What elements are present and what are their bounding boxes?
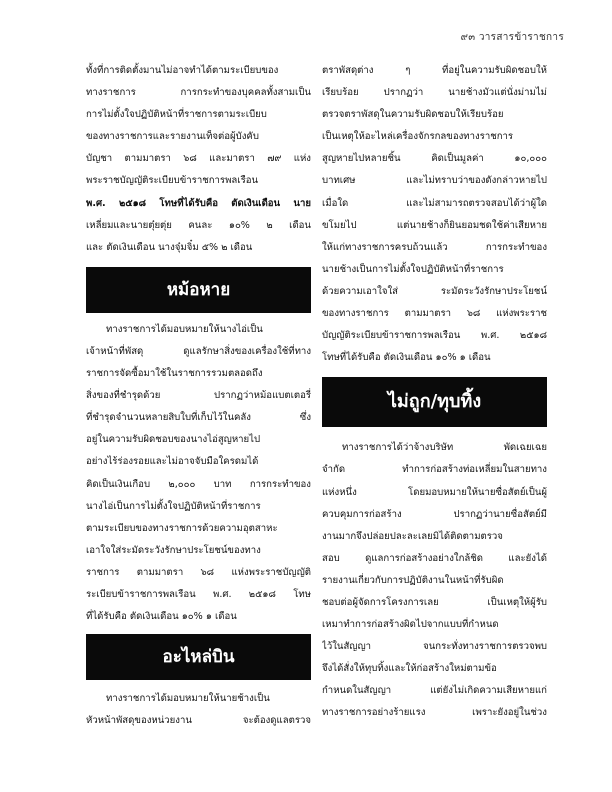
text-line: ที่ได้รับคือ ตัดเงินเดือน ๑๐% ๑ เดือน [86,611,237,623]
text-line: อยู่ในความรับผิดชอบของนางไอ่สูญหายไป [86,434,261,446]
running-header: ๙๓ วารสารข้าราชการ [460,32,564,43]
text-line: หัวหน้าพัสดุของหน่วยงาน จะต้องดูแลตรวจ [86,715,311,727]
text-line: ทั้งที่การติดตั้งมานไม่อาจทำได้ตามระเบียบของ [86,65,279,76]
right-paragraph-1 [322,60,547,369]
section-heading-label: หม้อหาย [166,279,231,300]
text-line: งานมากจึงปล่อยปละละเลยมิได้ติดตามตรวจ [322,530,503,542]
text-line: บาทเศษ และไม่ทราบว่าของดังกล่าวหายไป [322,175,547,187]
section-heading-flying-parts [86,634,311,680]
text-line: ทางราชการได้มอบหมายให้นางไอ่เป็น [106,323,263,335]
right-paragraph-2 [322,437,547,724]
text-line: ตามระเบียบของทางราชการด้วยความอุตสาหะ [86,522,278,534]
text-line: ชอบต่อผู้จัดการโครงการเลย เป็นเหตุให้ผู้รับ [322,596,547,608]
text-line: พระราชบัญญัติระเบียบข้าราชการพลเรือน [86,175,259,187]
left-paragraph-1 [86,60,311,259]
text-line: เรียบร้อย ปรากฏว่า นายช้างมัวแต่นั่งม่ามไม่ [322,87,547,99]
text-line: ด้วยความเอาใจใส่ ระมัดระวังรักษาประโยชน์ [322,285,547,297]
text-line: ตรวจตราพัสดุในความรับผิดชอบให้เรียบร้อย [322,109,504,121]
left-paragraph-3 [86,688,311,732]
text-line: กำหนดในสัญญา แต่ยังไม่เกิดความเสียหายแก่ [322,685,547,697]
text-line: ทางราชการได้ว่าจ้างบริษัท พัดเฉยเฉย [342,442,547,454]
text-line: ทางราชการ การกระทำของบุคคลทั้งสามเป็น [86,87,311,99]
text-line: พ.ศ. ๒๕๑๘ โทษที่ได้รับคือ ตัดเงินเดือน นาย [86,197,311,209]
text-line: เหมาทำการก่อสร้างผิดไปจากแบบที่กำหนด [322,619,499,631]
text-line: เมื่อใด และไม่สามารถตรวจสอบได้ว่าผู้ใด [322,197,547,209]
left-paragraph-2 [86,319,311,628]
text-line: บัญญัติระเบียบข้าราชการพลเรือน พ.ศ. ๒๕๑๘ [322,330,547,342]
text-line: ที่ชำรุดจำนวนหลายสิบใบที่เก็บไว้ในคลัง ซึ่ง [86,412,311,424]
text-line: ขโมยไป แต่นายช้างก็ยินยอมชดใช้ค่าเสียหาย [322,219,547,231]
text-line: เป็นเหตุให้อะไหล่เครื่องจักรกลของทางราชการ [322,131,514,143]
text-line: นายช้างเป็นการไม่ตั้งใจปฏิบัติหน้าที่ราชการ [322,263,504,275]
text-line: จำกัด ทำการก่อสร้างท่อเหลี่ยมในสายทาง [322,464,547,476]
right-column [322,60,547,725]
text-line: สอบ ดูแลการก่อสร้างอย่างใกล้ชิด และยังได้ [322,552,547,564]
text-line: ตราพัสดุต่าง ๆ ที่อยู่ในความรับผิดชอบให้ [322,65,547,76]
text-line: เอาใจใส่ระมัดระวังรักษาประโยชน์ของทาง [86,544,261,556]
section-heading-pot-lost [86,267,311,313]
text-line: อย่างไร้ร่องรอยและไม่อาจจับมือใครดมได้ [86,456,259,468]
text-line: เหลี่ยมและนายตุ๋ยตุ่ย คนละ ๑๐% ๒ เดือน [86,219,311,231]
text-line: การไม่ตั้งใจปฏิบัติหน้าที่ราชการตามระเบียบ [86,109,267,121]
section-heading-label: ไม่ถูก/ทุบทิ้ง [387,391,482,413]
text-line: ทางราชการได้มอบหมายให้นายช้างเป็น [106,693,270,705]
text-line: โทษที่ได้รับคือ ตัดเงินเดือน ๑๐% ๑ เดือน [322,352,491,364]
section-heading-label: อะไหล่บิน [162,647,235,668]
text-line: จึงได้สั่งให้ทุบทิ้งและให้ก่อสร้างใหม่ตามข้อ [322,663,497,675]
text-line: ระเบียบข้าราชการพลเรือน พ.ศ. ๒๕๑๘ โทษ [86,588,311,600]
text-line: แห่งหนึ่ง โดยมอบหมายให้นายซื่อสัตย์เป็นผู้ [322,486,547,498]
text-line: เจ้าหน้าที่พัสดุ ดูแลรักษาสิ่งของเครื่องใช้ที่ทาง [86,345,311,357]
text-line: รายงานเกี่ยวกับการปฏิบัติงานในหน้าที่รับผิด [322,574,504,586]
text-line: ควบคุมการก่อสร้าง ปรากฏว่านายซื่อสัตย์มี [322,508,547,520]
text-line: ของทางราชการและรายงานเท็จต่อผู้บังคับ [86,131,259,143]
section-heading-wrong-demolish [322,377,547,427]
text-line: ราชการจัดซื้อมาใช้ในราชการรวมตลอดถึง [86,368,263,380]
left-column [86,60,311,732]
text-line: ราชการ ตามมาตรา ๖๘ แห่งพระราชบัญญัติ [86,566,311,578]
text-line: บัญชา ตามมาตรา ๖๘ และมาตรา ๗๙ แห่ง [86,153,311,165]
text-line: ให้แก่ทางราชการครบถ้วนแล้ว การกระทำของ [322,241,547,253]
text-line: และ ตัดเงินเดือน นางจุ๋มจิ๋ม ๕% ๒ เดือน [86,241,253,253]
text-line: สูญหายไปหลายชิ้น คิดเป็นมูลค่า ๑๐,๐๐๐ [322,153,547,165]
text-line: ของทางราชการ ตามมาตรา ๖๘ แห่งพระราช [322,308,547,320]
text-line: คิดเป็นเงินเกือบ ๒,๐๐๐ บาท การกระทำของ [86,478,311,490]
text-line: ทางราชการอย่างร้ายแรง เพราะยังอยู่ในช่วง [322,707,547,719]
text-line: ไว้ในสัญญา จนกระทั่งทางราชการตรวจพบ [322,641,547,653]
text-line: สิ่งของที่ชำรุดด้วย ปรากฏว่าหม้อแบตเตอรี่ [86,390,311,402]
text-line: นางไอ่เป็นการไม่ตั้งใจปฏิบัติหน้าที่ราชการ [86,500,261,512]
